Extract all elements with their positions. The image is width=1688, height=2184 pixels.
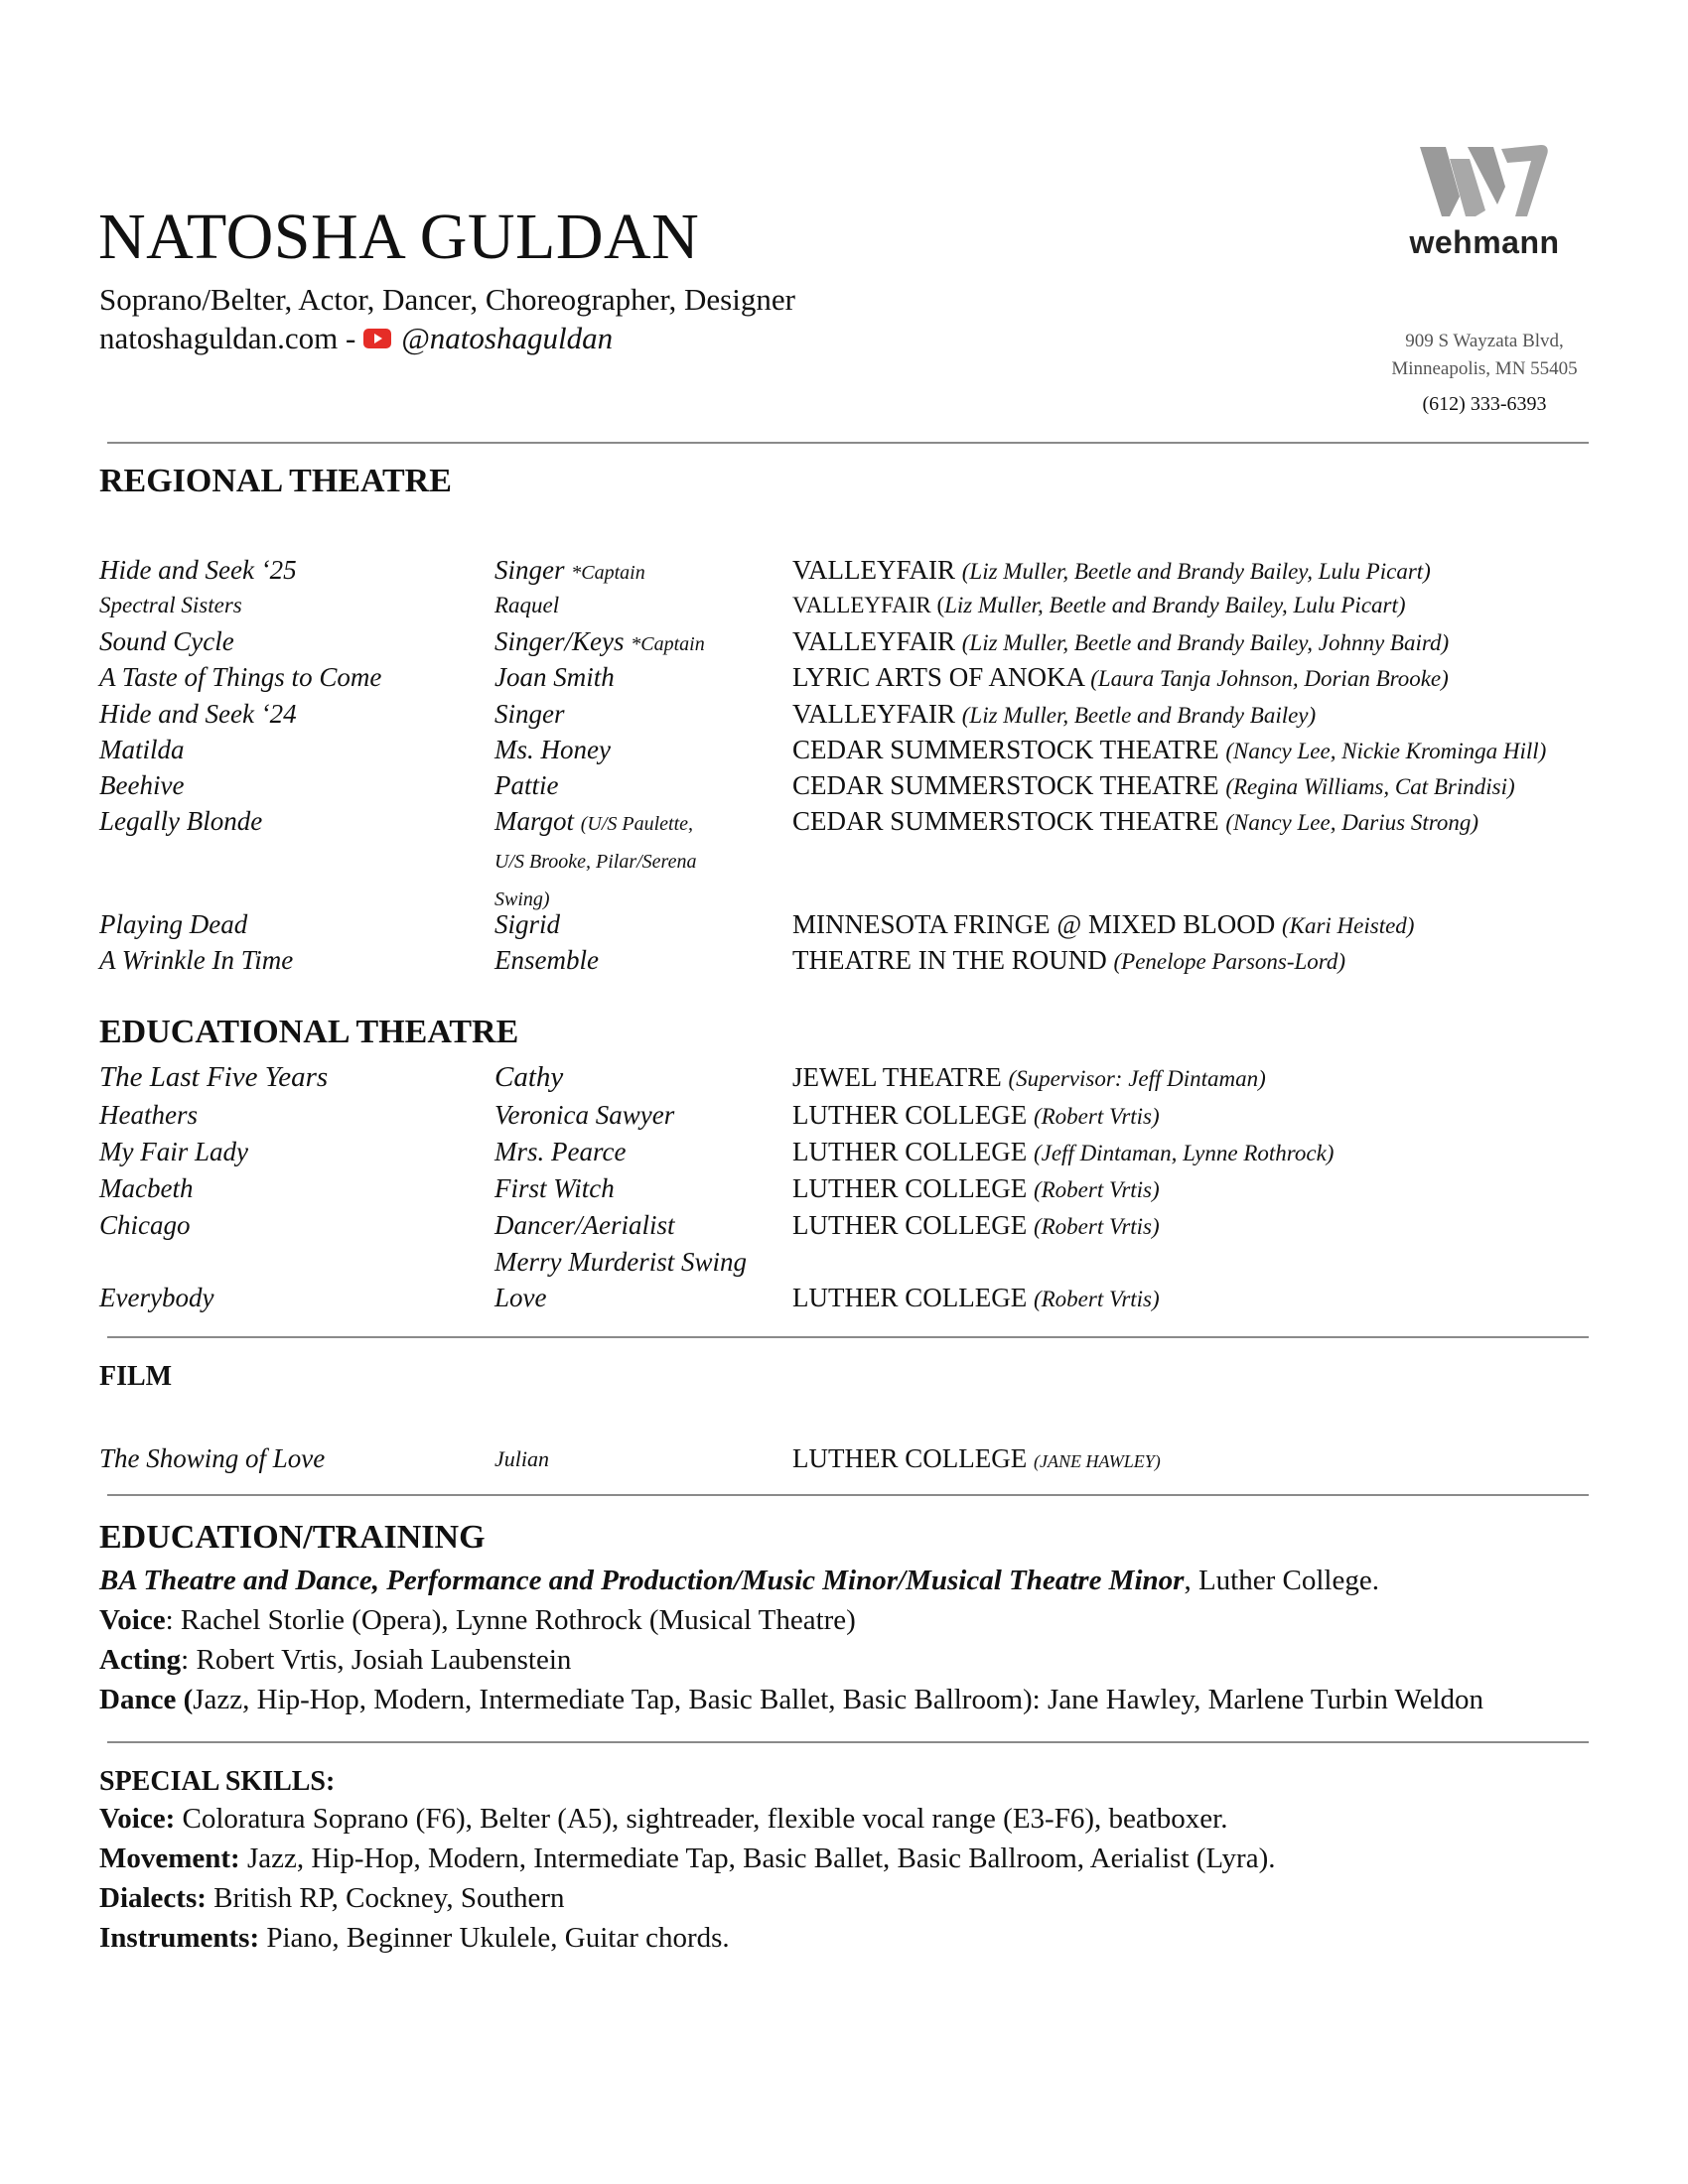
education-dance: Dance (Jazz, Hip-Hop, Modern, Intermediate Tap, Basic Ballet, Basic Ballroom): Jane Hawley, Marlene Turbin Weldon — [99, 1684, 1484, 1715]
section-title-skills: SPECIAL SKILLS: — [99, 1766, 336, 1797]
website-link[interactable]: natoshaguldan.com - — [99, 321, 356, 355]
contact-line — [99, 320, 613, 357]
agency-phone: (612) 333-6393 — [1422, 393, 1547, 415]
agency-address: 909 S Wayzata Blvd, Minneapolis, MN 55405 — [1391, 331, 1578, 379]
divider — [107, 1741, 1589, 1743]
skill-instruments: Instruments: Piano, Beginner Ukulele, Guitar chords. — [99, 1922, 730, 1954]
youtube-icon[interactable] — [363, 329, 391, 348]
divider — [107, 1336, 1589, 1338]
section-title-regional: REGIONAL THEATRE — [99, 463, 452, 499]
divider — [107, 1494, 1589, 1496]
section-title-education: EDUCATION/TRAINING — [99, 1519, 486, 1556]
section-title-film: FILM — [99, 1361, 173, 1392]
section-title-educational: EDUCATIONAL THEATRE — [99, 1014, 519, 1050]
applicant-subtitle: Soprano/Belter, Actor, Dancer, Choreographer, Designer — [99, 282, 795, 317]
skill-movement: Movement: Jazz, Hip-Hop, Modern, Intermediate Tap, Basic Ballet, Basic Ballroom, Aerialist (Lyra). — [99, 1843, 1276, 1874]
agency-brand: wehmann — [1409, 224, 1560, 260]
wehmann-logo — [1420, 139, 1549, 216]
divider — [107, 442, 1589, 444]
skill-voice: Voice: Coloratura Soprano (F6), Belter (A5), sightreader, flexible vocal range (E3-F6), beatboxer. — [99, 1803, 1228, 1835]
education-acting: Acting: Robert Vrtis, Josiah Laubenstein — [99, 1644, 572, 1676]
applicant-name: NATOSHA GULDAN — [98, 201, 700, 273]
education-degree: BA Theatre and Dance, Performance and Production/Music Minor/Musical Theatre Minor, Luther College. — [99, 1565, 1379, 1596]
social-handle[interactable]: @natoshaguldan — [401, 321, 614, 355]
resume-page: NATOSHA GULDAN Soprano/Belter, Actor, Dancer, Choreographer, Designer natoshaguldan.com - @natoshaguldan wehmann 909 S Wayzata Blvd, Minneapolis, MN 55405 (612) 333-6393 REGIONAL THEATRE Hide and Seek ‘25 Singer *Captain VALLEYFAIR (Liz Muller, Beetle and Brandy Bailey, Lulu Picart) Spectral Sisters Raquel VALLEYFAIR (Liz Muller, Beetle and Brandy Bailey, Lulu Picart) Sound Cycle Singer/Keys *Captain VALLEYFAIR (Liz Muller, Beetle and Brandy Bailey, Johnny Baird) A Taste of Things to Come Joan Smith LYRIC ARTS OF ANOKA (Laura Tanja Johnson, Dorian Brooke) Hide and Seek ‘24 Singer VALLEYFAIR (Liz Muller, Beetle and Brandy Bailey) Matilda Ms. Honey CEDAR SUMMERSTOCK THEATRE (Nancy Lee, Nickie Krominga Hill) Beehive Pattie CEDAR SUMMERSTOCK THEATRE (Regina Williams, Cat Brindisi) Legally Blonde Margot (U/S Paulette, U/S Brooke, Pilar/Serena Swing) CEDAR SUMMERSTOCK THEATRE (Nancy Lee, Darius Strong) Playing Dead Sigrid MINNESOTA FRINGE @ MIXED BLOOD (Kari Heisted) A Wrinkle In Time Ensemble THEATRE IN THE ROUND (Penelope Parsons-Lord) EDUCATIONAL THEATRE The Last Five Years Cathy JEWEL THEATRE (Supervisor: Jeff Dintaman) Heathers Veronica Sawyer LUTHER COLLEGE (Robert Vrtis) My Fair Lady Mrs. Pearce LUTHER COLLEGE (Jeff Dintaman, Lynne Rothrock) Macbeth First Witch LUTHER COLLEGE (Robert Vrtis) Chicago Dancer/Aerialist LUTHER COLLEGE (Robert Vrtis) Merry Murderist Swing Everybody Love LUTHER COLLEGE (Robert Vrtis) FILM The Showing of Love Julian LUTHER COLLEGE (JANE HAWLEY) EDUCATION/TRAINING BA Theatre and Dance, Performance and Production/Music Minor/Musical Theatre Minor, Luther College. Voice: Rachel Storlie (Opera), Lynne Rothrock (Musical Theatre) Acting: Robert Vrtis, Josiah Laubenstein Dance (Jazz, Hip-Hop, Modern, Intermediate Tap, Basic Ballet, Basic Ballroom): Jane Hawley, Marlene Turbin Weldon SPECIAL SKILLS: Voice: Coloratura Soprano (F6), Belter (A5), sightreader, flexible vocal range (E3-F6), beatboxer. Movement: Jazz, Hip-Hop, Modern, Intermediate Tap, Basic Ballet, Basic Ballroom, Aerialist (Lyra). Dialects: British RP, Cockney, Southern Instruments: Piano, Beginner Ukulele, Guitar chords. — [0, 0, 1688, 2184]
agency-block — [1370, 139, 1599, 262]
education-voice: Voice: Rachel Storlie (Opera), Lynne Rothrock (Musical Theatre) — [99, 1604, 856, 1636]
skill-dialects: Dialects: British RP, Cockney, Southern — [99, 1882, 565, 1914]
